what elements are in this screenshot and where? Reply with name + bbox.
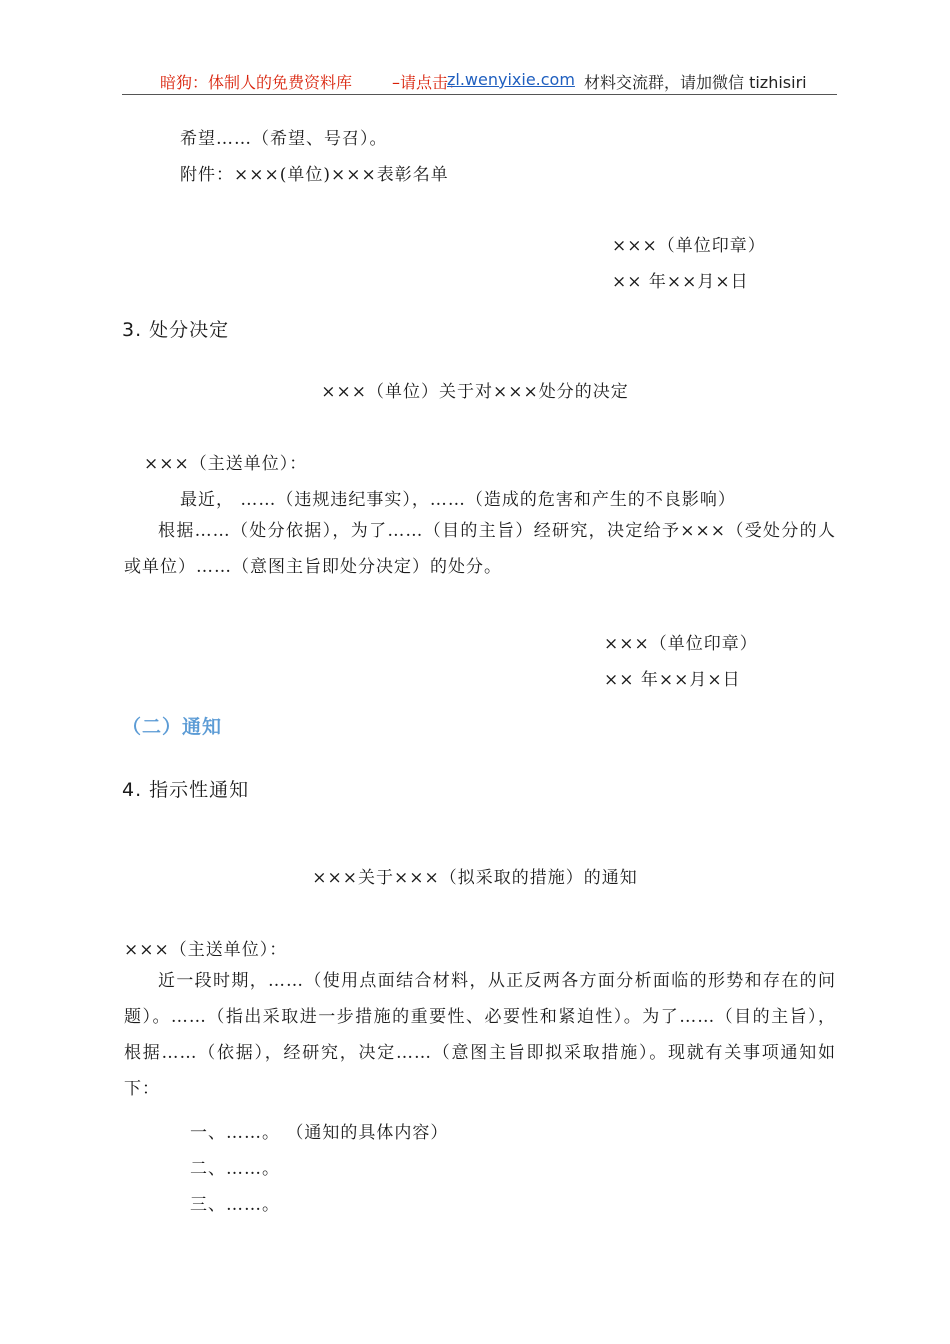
decision-title: ×××（单位）关于对×××处分的决定	[321, 382, 629, 402]
signature-seal: ×××（单位印章）	[612, 236, 766, 256]
section-notice-heading: （二）通知	[122, 716, 223, 738]
attachment-line: 附件：×××(单位)×××表彰名单	[180, 165, 449, 185]
page-header	[122, 70, 837, 95]
list-item: 一、……。 （通知的具体内容）	[190, 1123, 449, 1143]
notice-title: ×××关于×××（拟采取的措施）的通知	[312, 868, 638, 888]
list-item: 三、……。	[190, 1195, 280, 1215]
decision-recipient: ×××（主送单位）：	[144, 454, 308, 474]
header-tail: 材料交流群，请加微信 tizhisiri	[584, 73, 807, 92]
decision-para1: 最近， ……（违规违纪事实），……（造成的危害和产生的不良影响）	[180, 490, 736, 510]
decision-signature-date: ×× 年××月×日	[604, 670, 741, 690]
list-item: 二、……。	[190, 1159, 280, 1179]
decision-para2: 根据……（处分依据），为了……（目的主旨）经研究，决定给予×××（受处分的人或单位）……（意图主旨即处分决定）的处分。	[124, 521, 836, 577]
header-click-prompt: –请点击：	[392, 73, 465, 92]
decision-signature-seal: ×××（单位印章）	[604, 634, 758, 654]
notice-body: 近一段时期，……（使用点面结合材料，从正反两各方面分析面临的形势和存在的问题）。……（指出采取进一步措施的重要性、必要性和紧迫性）。为了……（目的主旨），根据……（依据），经研究，决定……（意图主旨即拟采取措施）。现就有关事项通知如下：	[124, 971, 836, 1099]
decision-heading: 3. 处分决定	[122, 319, 230, 341]
notice-heading: 4. 指示性通知	[122, 779, 250, 801]
signature-date: ×× 年××月×日	[612, 272, 749, 292]
header-brand: 暗狗：体制人的免费资料库	[160, 73, 353, 92]
header-link[interactable]: zl.wenyixie.com	[447, 70, 575, 89]
notice-recipient: ×××（主送单位）：	[124, 940, 288, 960]
hope-line: 希望……（希望、号召）。	[180, 129, 388, 149]
